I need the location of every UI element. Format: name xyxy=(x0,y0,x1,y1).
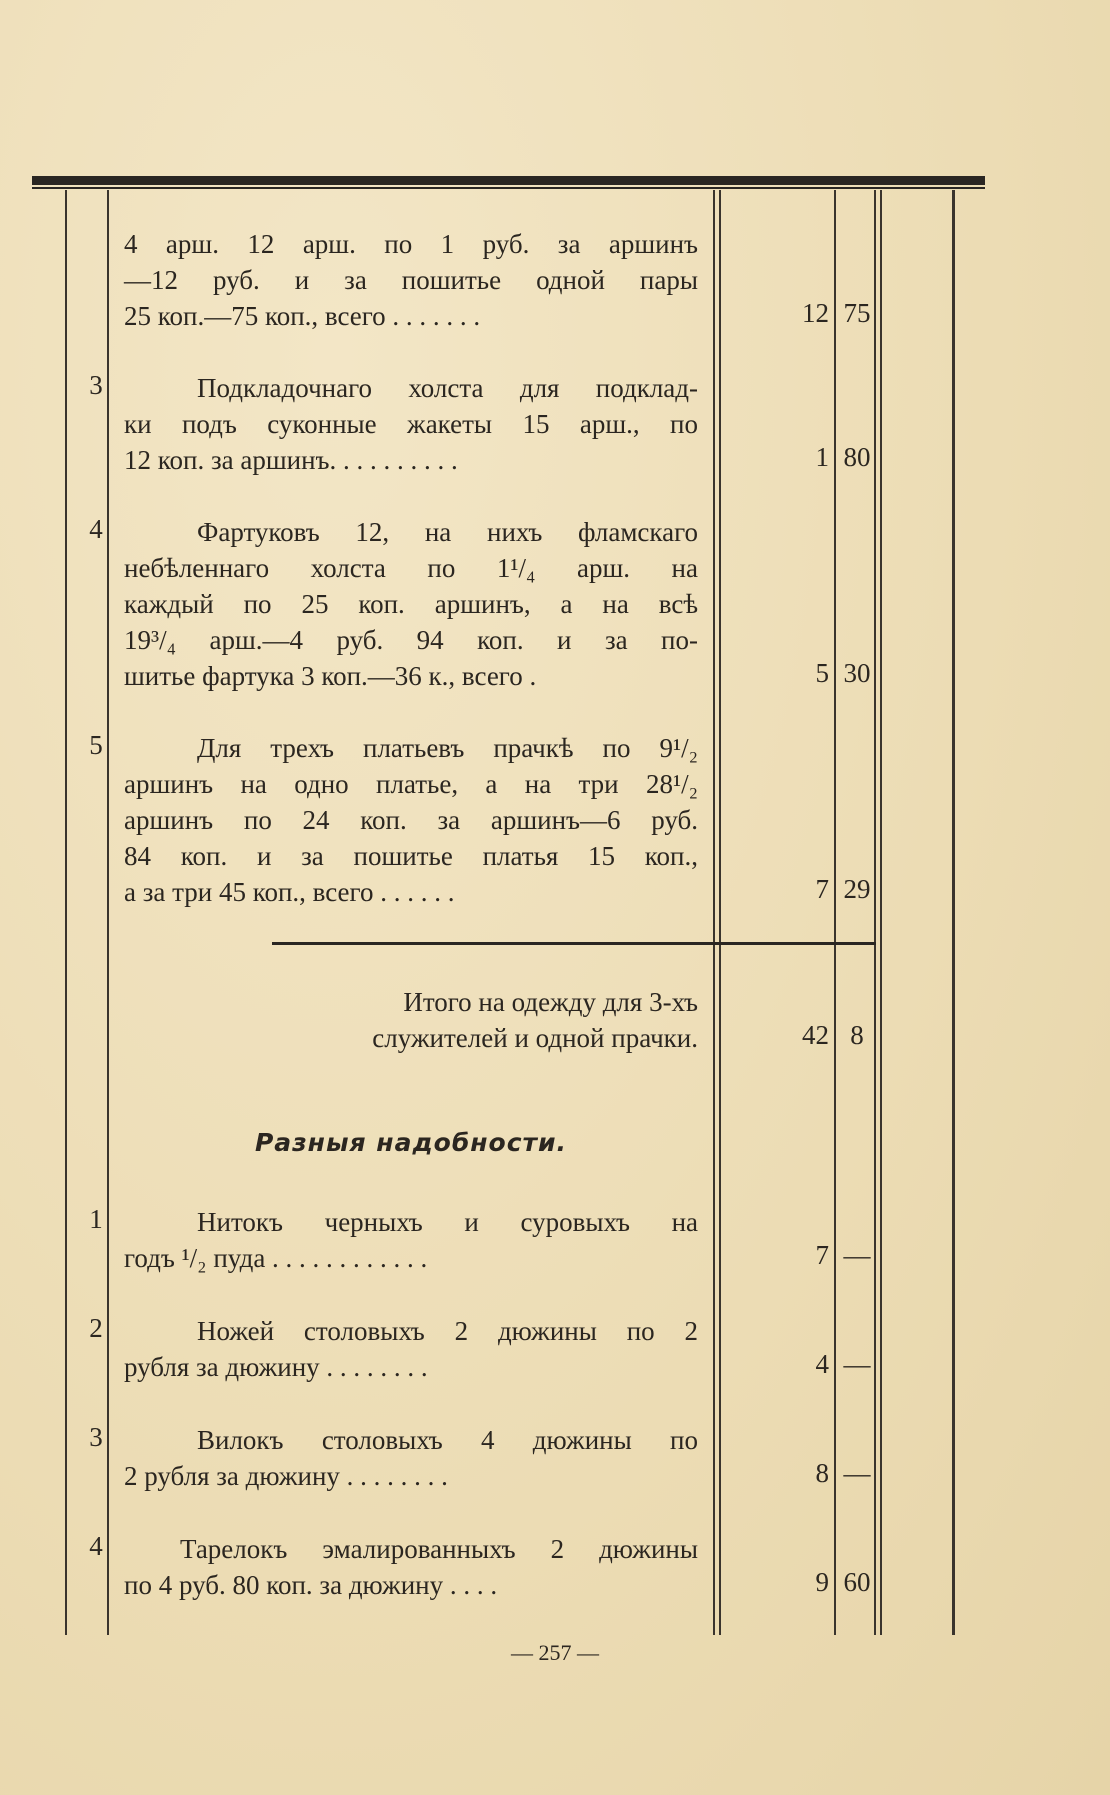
rub-column-rule xyxy=(719,190,721,1635)
kopecks-value: 30 xyxy=(843,658,871,688)
text-line: Вилокъ столовыхъ 4 дюжины по xyxy=(197,1425,698,1455)
total-label-line: Итого на одежду для 3-хъ xyxy=(403,987,698,1017)
text-line: 25 коп.—75 коп., всего . . . . . . . xyxy=(124,301,481,331)
kop-column-rule xyxy=(834,190,836,1635)
text-line: по 4 руб. 80 коп. за дюжину . . . . xyxy=(124,1570,498,1600)
kopecks-value: 75 xyxy=(843,298,871,328)
row-number: 4 xyxy=(89,514,103,544)
text-line: 19³/₄ арш.—4 руб. 94 коп. и за по- xyxy=(124,625,698,655)
row-number: 2 xyxy=(89,1313,103,1343)
row-text xyxy=(124,226,698,334)
rubles-value: 7 xyxy=(815,874,829,904)
row-text xyxy=(124,370,698,478)
text-line: небѣленнаго холста по 1¹/₄ арш. на xyxy=(124,553,698,583)
text-line: ки подъ суконные жакеты 15 арш., по xyxy=(124,409,698,439)
row-number: 5 xyxy=(89,730,103,760)
text-line: шитье фартука 3 коп.—36 к., всего . xyxy=(124,661,537,691)
text-line: рубля за дюжину . . . . . . . . xyxy=(124,1352,428,1382)
section-heading: Разныя надобности. xyxy=(254,1128,568,1157)
left-border-rule xyxy=(65,190,67,1635)
row-text xyxy=(124,1531,698,1603)
text-line: Нитокъ черныхъ и суровыхъ на xyxy=(197,1207,698,1237)
page-number xyxy=(0,1640,1110,1666)
kop-right-rule xyxy=(874,190,876,1635)
total-kopecks: 8 xyxy=(850,1020,864,1050)
row-number: 4 xyxy=(89,1531,103,1561)
kopecks-value: 29 xyxy=(843,874,871,904)
row-text xyxy=(124,1204,698,1276)
total-rubles: 42 xyxy=(802,1020,829,1050)
text-line: аршинъ по 24 коп. за аршинъ—6 руб. xyxy=(124,805,698,835)
total-label xyxy=(124,984,698,1056)
kopecks-value: 80 xyxy=(843,442,871,472)
text-line: Тарелокъ эмалированныхъ 2 дюжины xyxy=(180,1534,698,1564)
top-rule xyxy=(32,176,985,185)
row-text xyxy=(124,514,698,694)
kopecks-value: — xyxy=(843,1458,871,1488)
total-label-line: служителей и одной прачки. xyxy=(372,1023,698,1053)
text-line: годъ ¹/₂ пуда . . . . . . . . . . . . xyxy=(124,1243,428,1273)
text-line: 4 арш. 12 арш. по 1 руб. за аршинъ xyxy=(124,229,698,259)
rubles-value: 5 xyxy=(815,658,829,688)
row-number: 3 xyxy=(89,1422,103,1452)
rubles-value: 1 xyxy=(815,442,829,472)
kopecks-value: — xyxy=(843,1349,871,1379)
row-text xyxy=(124,1313,698,1385)
text-line: каждый по 25 коп. аршинъ, а на всѣ xyxy=(124,589,698,619)
text-line: —12 руб. и за пошитье одной пары xyxy=(124,265,698,295)
text-line: Фартуковъ 12, на нихъ фламскаго xyxy=(197,517,698,547)
rubles-value: 7 xyxy=(815,1240,829,1270)
right-border-rule xyxy=(952,190,955,1635)
text-line: Ножей столовыхъ 2 дюжины по 2 xyxy=(197,1316,698,1346)
kop-right-rule-2 xyxy=(880,190,882,1635)
text-line: Подкладочнаго холста для подклад- xyxy=(197,373,698,403)
row-number: 3 xyxy=(89,370,103,400)
text-line: а за три 45 коп., всего . . . . . . xyxy=(124,877,455,907)
text-line: Для трехъ платьевъ прачкѣ по 9¹/₂ xyxy=(197,733,698,763)
row-text xyxy=(124,1422,698,1494)
rubles-value: 12 xyxy=(802,298,829,328)
text-line: 12 коп. за аршинъ. . . . . . . . . . xyxy=(124,445,458,475)
row-number: 1 xyxy=(89,1204,103,1234)
text-line: 2 рубля за дюжину . . . . . . . . xyxy=(124,1461,448,1491)
number-column-rule xyxy=(107,190,109,1635)
total-rule xyxy=(272,942,876,945)
rubles-value: 9 xyxy=(815,1567,829,1597)
page-number-text: — 257 — xyxy=(511,1640,599,1665)
rubles-value: 8 xyxy=(815,1458,829,1488)
text-line: 84 коп. и за пошитье платья 15 коп., xyxy=(124,841,698,871)
kopecks-value: 60 xyxy=(843,1567,871,1597)
kopecks-value: — xyxy=(843,1240,871,1270)
rubles-value: 4 xyxy=(815,1349,829,1379)
text-line: аршинъ на одно платье, а на три 28¹/₂ xyxy=(124,769,698,799)
text-column-rule xyxy=(713,190,715,1635)
row-text xyxy=(124,730,698,910)
